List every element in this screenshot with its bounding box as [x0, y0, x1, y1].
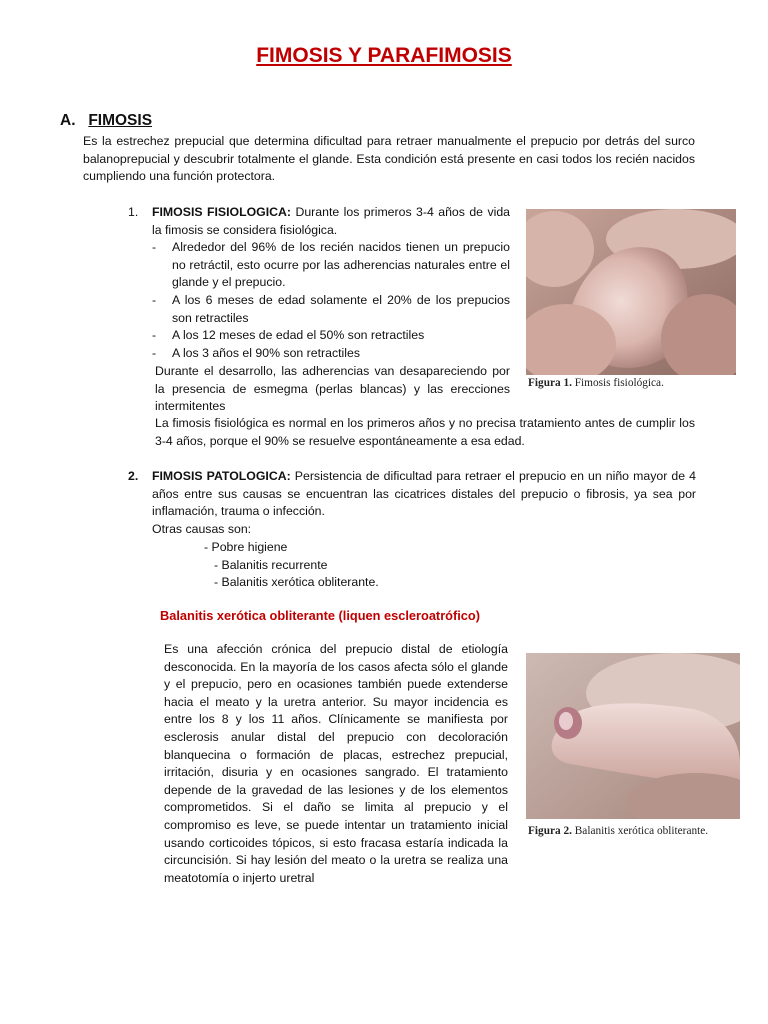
item-head — [128, 468, 696, 521]
figure-1-image — [526, 209, 736, 375]
item-head — [128, 204, 510, 239]
figure-1-caption: Figura 1. Fimosis fisiológica. — [528, 377, 664, 389]
bullet-dash: - — [152, 345, 157, 360]
bxo-heading: Balanitis xerótica obliterante (liquen escleroatrófico) — [160, 608, 481, 623]
item-number: 1. — [128, 205, 139, 219]
figure-2-caption: Figura 2. Balanitis xerótica obliterante. — [528, 825, 709, 837]
figure-1-photo — [526, 209, 736, 375]
item-label: FIMOSIS FISIOLOGICA: — [152, 205, 292, 219]
item-pathological — [128, 468, 696, 538]
item-lead: Durante los primeros 3-4 años de vida la fimosis se considera fisiológica. — [152, 205, 510, 237]
list-item: - Alrededor del 96% de los recién nacidos tienen un prepucio no retráctil, esto ocurre por las adherencias naturales entre el glande y el prepucio. — [128, 239, 510, 292]
bullet-dash: - — [152, 292, 157, 307]
bullet-dash: - — [152, 328, 157, 343]
bullet-dash: - — [152, 240, 157, 255]
item-lead: Persistencia de dificultad para retraer el prepucio en un niño mayor de 4 años entre sus causas se encuentran las cicatrices distales del prepucio o fibrosis, ya sea por inflamación, trauma o infección. — [152, 469, 696, 519]
list-item: - Balanitis recurrente — [214, 558, 328, 572]
item-label: FIMOSIS PATOLOGICA: — [152, 469, 291, 483]
figure-2-image — [526, 653, 740, 819]
development-paragraph: Durante el desarrollo, las adherencias van desapareciendo por la presencia de esmegma (perlas blancas) y las erecciones intermitentes — [155, 364, 510, 414]
section-a-heading — [60, 112, 152, 130]
list-item: - Balanitis xerótica obliterante. — [214, 575, 379, 589]
physiological-note: La fimosis fisiológica es normal en los primeros años y no precisa tratamiento antes de cumplir los 3-4 años, porque el 90% se resuelve espontáneamente a esa edad. — [155, 416, 695, 448]
item-number: 2. — [128, 469, 139, 483]
page-title: FIMOSIS Y PARAFIMOSIS — [256, 44, 512, 67]
list-item: - Pobre higiene — [204, 540, 288, 554]
list-item: - A los 12 meses de edad el 50% son retractiles — [128, 327, 510, 345]
section-name: FIMOSIS — [88, 112, 153, 129]
figure-2-photo — [526, 653, 740, 819]
section-letter: A. — [60, 112, 76, 129]
item-physiological — [128, 204, 510, 362]
other-causes-label: Otras causas son: — [152, 521, 252, 536]
list-item: - A los 6 meses de edad solamente el 20% de los prepucios son retractiles — [128, 292, 510, 327]
list-item: - A los 3 años el 90% son retractiles — [128, 345, 510, 363]
bxo-paragraph: Es una afección crónica del prepucio distal de etiología desconocida. En la mayoría de los casos afecta sólo el glande y el prepucio, pero en ocasiones también puede extenderse hacia el meato y la uretra anterior. Su mayor incidencia es entre los 8 y los 11 años. Clínicamente se manifiesta por esclerosis anular distal del prepucio con decoloración blanquecina o formación de placas, estrechez prepucial, irritación, disuria y en ocasiones sangrado. El tratamiento depende de la gravedad de las lesiones y de los elementos comprometidos. Si el daño se limita al prepucio y el compromiso es leve, se puede intentar un tratamiento inicial usando corticoides tópicos, si esto fracasa estaría indicada la circuncisión. Si hay lesión del meato o la uretra se realiza una meatotomía o injerto uretral — [164, 642, 508, 885]
intro-paragraph: Es la estrechez prepucial que determina dificultad para retraer manualmente el prepucio por detrás del surco balanoprepucial y descubrir totalmente el glande. Esta condición está presente en casi todos los recién nacidos cumpliendo una función protectora. — [83, 134, 695, 184]
